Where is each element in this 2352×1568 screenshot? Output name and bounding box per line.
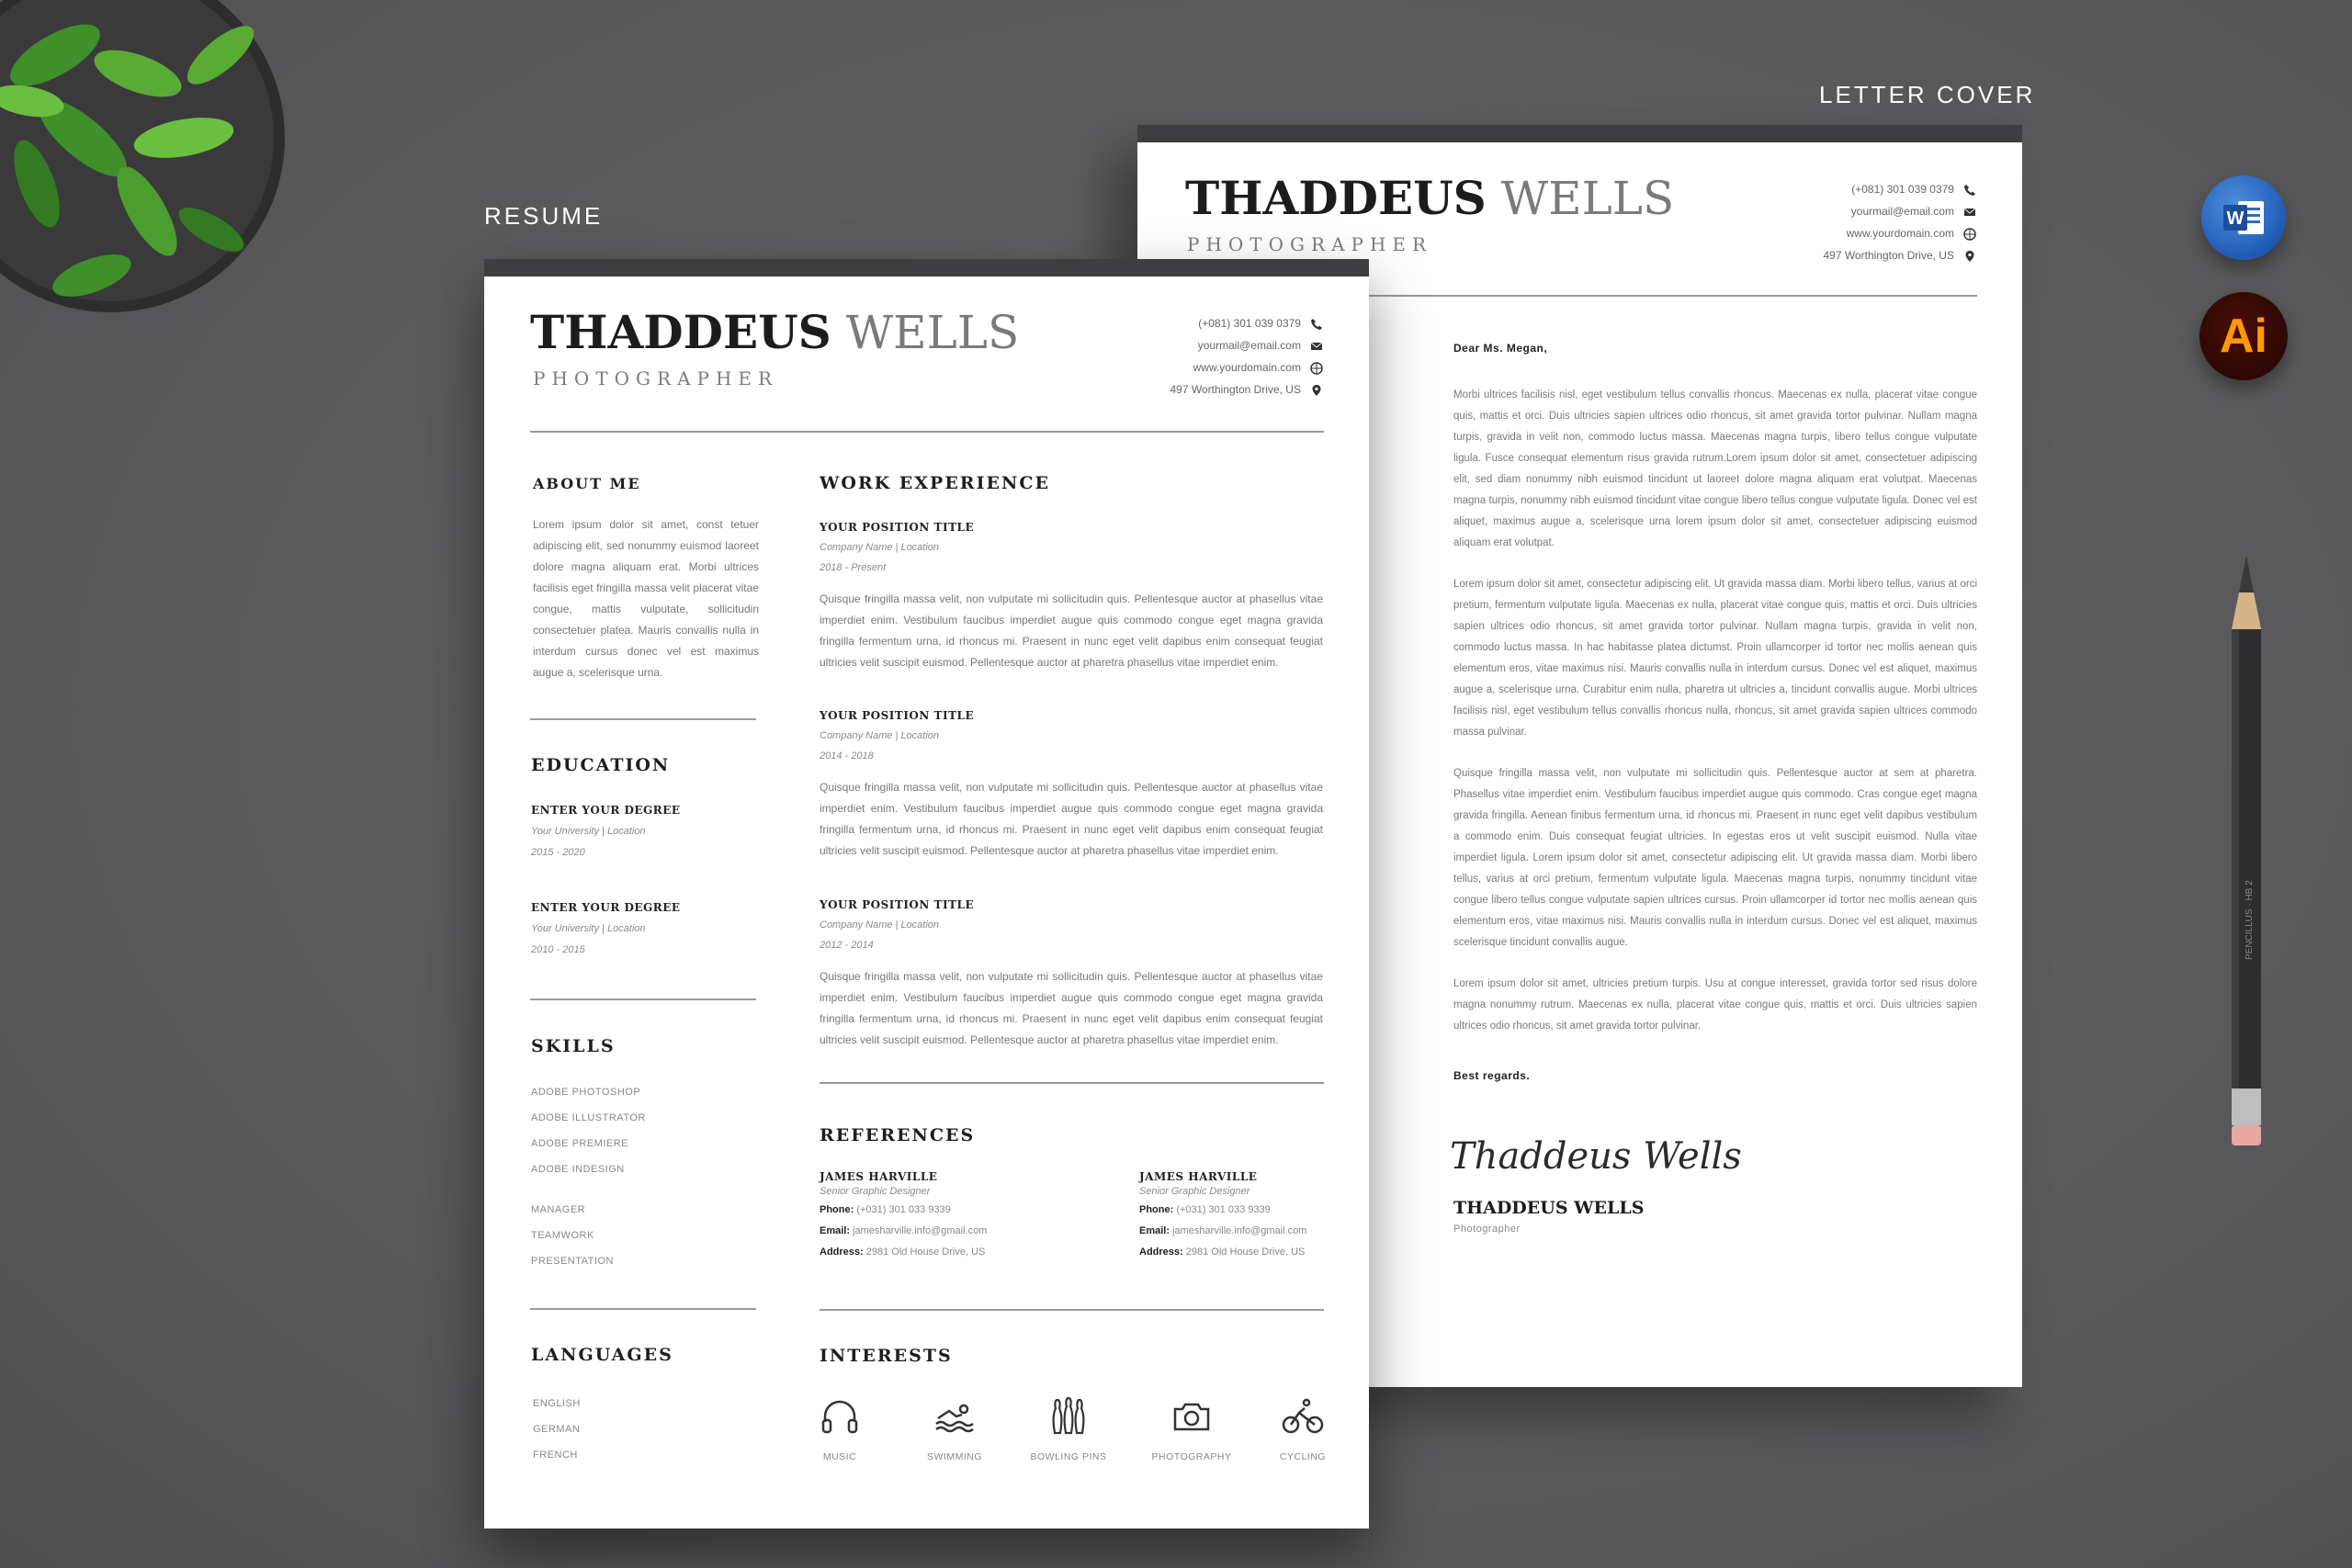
word-logo-icon [2220,194,2267,242]
reference-1 [820,1170,1095,1263]
job-title-2: YOUR POSITION TITLE [820,709,975,722]
interest-music [789,1394,890,1462]
work-rule [820,1082,1324,1084]
cover-paragraph-4: Lorem ipsum dolor sit amet, ultricies pretium turpis. Usu at congue interesset, gravida tortor sed risus dolore magna nonummy rutrum. Maecenas ex nulla, placerat vitae congue quis, mattis et orci. Duis ultricies sapien ultrices odio rhoncus, sit amet gravida tortor pulvinar. [1453,978,1977,1032]
ref-email-label-2: Email: [1139,1225,1170,1236]
cycling-icon [1281,1394,1325,1438]
interest-label-cycling: CYCLING [1279,1451,1327,1462]
interest-label-swimming: SWIMMING [927,1451,982,1462]
edu-years-1: 2015 - 2020 [531,847,585,858]
job-company-2: Company Name | Location [820,730,940,741]
job-title-1: YOUR POSITION TITLE [820,521,975,534]
language-3: FRENCH [533,1450,578,1461]
edu-years-2: 2010 - 2015 [531,944,585,955]
job-years-2: 2014 - 2018 [820,750,874,761]
cover-first-name: THADDEUS [1185,171,1487,225]
languages-title: LANGUAGES [531,1345,673,1365]
interest-label-bowling: BOWLING PINS [1030,1451,1107,1462]
ref-address-label-2: Address: [1139,1247,1183,1258]
resume-email: yourmail@email.com [1197,339,1301,352]
ref-name-2: JAMES HARVILLE [1139,1170,1258,1183]
job-desc-1: Quisque fringilla massa velit, non vulputate mi sollicitudin quis. Pellentesque auctor at phasellus vitae imperdiet enim. Vestibulum faucibus imperdiet augue quis commodo congue eget magna gravida fringilla fermentum urna, id rhoncus mi. Praesent in nunc eget velit dapibus enim consequat feugiat ultricies velit suscipit euismod. Pellentesque auctor at pharetra phasellus vitae imperdiet enim. [820,592,1323,669]
references-rule [820,1309,1324,1311]
cover-web: www.yourdomain.com [1846,227,1954,240]
ref-email-2: jamesharville.info@gmail.com [1172,1225,1307,1236]
about-title: ABOUT ME [533,475,641,492]
interest-bowling [1018,1394,1119,1462]
resume-address: 497 Worthington Drive, US [1170,383,1301,396]
interests-title: INTERESTS [820,1346,953,1366]
resume-last-name: WELLS [845,306,1020,359]
cover-paragraph-3: Quisque fringilla massa velit, non vulputate mi sollicitudin quis. Pellentesque auctor at sem at pharetra. Phasellus vitae imperdiet enim. Vestibulum faucibus imperdiet augue quis commodo. Cras congue eget magna gravida fringilla. Aenean finibus fermentum urna, id rhoncus mi. Praesent in nunc eget velit dapibus vestibulum a commodo enim. Duis consequat feugiat ultricies. In egestas eros ut velit suscipit euismod. Nulla vitae imperdiet ligula. Lorem ipsum dolor sit amet, consectetur adipiscing elit. Ut gravida massa diam. Morbi libero tellus, varius at orci pretium, fermentum vulputate ligula. Maecenas magna turpis, nonummy tincidunt vitae congue libero tellus congue vulputate sapien ultrices cursus. Proin ullamcorper id tortor nec mollis aenean quis elementum eros, vitae maximus nisi. Mauris convallis nulla in interdum cursus. Donec vel est aliquet, maximus scelerisque tincidunt convallis augue. [1453,768,1977,948]
interest-label-music: MUSIC [822,1451,857,1462]
about-rule [530,718,756,720]
skill-1: ADOBE PHOTOSHOP [531,1087,641,1098]
resume-name [530,305,1019,359]
phone-icon [1963,184,1976,197]
cover-last-name: WELLS [1500,172,1675,225]
pencil-decoration [2219,556,2274,1153]
job-years-1: 2018 - Present [820,562,887,573]
language-1: ENGLISH [533,1398,581,1409]
resume-page [484,259,1369,1529]
ref-email-1: jamesharville.info@gmail.com [853,1225,988,1236]
edu-school-1: Your University | Location [531,826,646,837]
resume-top-band [484,259,1369,276]
skills-rule [530,1308,756,1310]
cover-sign-role: Photographer [1453,1224,1521,1235]
cover-email: yourmail@email.com [1850,205,1954,218]
resume-role: PHOTOGRAPHER [533,367,779,389]
location-pin-icon [1310,384,1323,397]
job-years-3: 2012 - 2014 [820,940,874,951]
ref-phone-label-2: Phone: [1139,1204,1174,1215]
cover-paragraph-2: Lorem ipsum dolor sit amet, consectetur adipiscing elit. Ut gravida massa diam. Morbi libero tellus, varius at orci pretium, fermentum vulputate ligula. Maecenas ex nulla, placerat vitae congue quis, mattis et orci. Duis ultricies sapien ultrices odio rhoncus, sit amet gravida tortor pulvinar. Nullam magna turpis, gravida in velit non, commodo luctus massa. In hac habitasse platea dictumst. Proin ullamcorper id tortor nec mollis aenean quis elementum eros, vitae maximus nisi. Mauris convallis nulla in interdum cursus. Donec vel est aliquet, maximus augue a, scelerisque urna. Curabitur enim nulla, pharetra ut ultricies a, tincidunt convallis augue. Morbi ultrices facilisis nisl, eget vestibulum tellus convallis rhoncus nulla, rhoncus, sit amet gravida sapien ultrices commodo massa pulvinar. [1453,579,1977,738]
ref-address-label-1: Address: [820,1247,864,1258]
illustrator-logo-text: Ai [2220,310,2267,363]
references-title: REFERENCES [820,1125,976,1145]
job-desc-3: Quisque fringilla massa velit, non vulputate mi sollicitudin quis. Pellentesque auctor at phasellus vitae imperdiet enim. Vestibulum faucibus imperdiet augue quis commodo congue eget magna gravida fringilla fermentum urna, id rhoncus mi. Praesent in nunc eget velit dapibus enim consequat feugiat ultricies velit suscipit euismod. Pellentesque auctor at pharetra phasellus vitae imperdiet enim. [820,970,1323,1046]
word-icon[interactable] [2201,175,2286,260]
cover-role: PHOTOGRAPHER [1187,233,1433,255]
headphones-icon [818,1394,862,1438]
cover-contact-block [1823,178,1976,266]
ref-phone-1: (+031) 301 033 9339 [856,1204,951,1215]
cover-sign-name: THADDEUS WELLS [1453,1198,1645,1218]
language-2: GERMAN [533,1424,581,1435]
phone-icon [1310,318,1323,331]
skills-title: SKILLS [531,1036,616,1056]
globe-icon [1963,228,1976,241]
job-desc-2: Quisque fringilla massa velit, non vulputate mi sollicitudin quis. Pellentesque auctor at phasellus vitae imperdiet enim. Vestibulum faucibus imperdiet augue quis commodo congue eget magna gravida fringilla fermentum urna, id rhoncus mi. Praesent in nunc eget velit dapibus enim consequat feugiat ultricies velit suscipit euismod. Pellentesque auctor at pharetra phasellus vitae imperdiet enim. [820,781,1323,857]
job-company-1: Company Name | Location [820,542,940,553]
cover-signature: Thaddeus Wells [1450,1135,1742,1178]
cover-label: LETTER COVER [1819,81,2036,108]
ref-email-label-1: Email: [820,1225,851,1236]
ref-address-1: 2981 Old House Drive, US [865,1247,986,1258]
resume-phone: (+081) 301 039 0379 [1198,317,1301,330]
ref-phone-label-1: Phone: [820,1204,854,1215]
mail-icon [1310,340,1323,353]
ref-address-2: 2981 Old House Drive, US [1185,1247,1306,1258]
ref-role-2: Senior Graphic Designer [1139,1186,1250,1197]
mail-icon [1963,206,1976,219]
ref-name-1: JAMES HARVILLE [820,1170,938,1183]
reference-2 [1139,1170,1332,1263]
job-company-3: Company Name | Location [820,919,940,931]
pencil-brand-text: PENCILLUS · HB 2 [2245,880,2255,960]
resume-label: RESUME [484,202,604,230]
edu-school-2: Your University | Location [531,923,646,934]
camera-icon [1170,1394,1214,1438]
cover-address: 497 Worthington Drive, US [1823,249,1954,262]
illustrator-icon[interactable] [2199,292,2288,380]
cover-top-band [1137,125,2022,142]
interest-swimming [904,1394,1005,1462]
cover-name [1185,171,1674,225]
resume-first-name: THADDEUS [530,305,831,359]
skill-2: ADOBE ILLUSTRATOR [531,1112,646,1123]
location-pin-icon [1963,250,1976,263]
plant-decoration [0,0,294,340]
interest-cycling [1252,1394,1353,1462]
interest-photography [1141,1394,1242,1462]
skill-7: PRESENTATION [531,1256,614,1267]
svg-text:W: W [2226,209,2245,229]
cover-closing: Best regards. [1453,1069,1531,1082]
education-rule [530,998,756,1000]
cover-salutation: Dear Ms. Megan, [1453,342,1548,355]
job-title-3: YOUR POSITION TITLE [820,898,975,911]
interest-label-photography: PHOTOGRAPHY [1151,1451,1232,1462]
edu-degree-2: ENTER YOUR DEGREE [531,901,681,914]
resume-header-rule [530,431,1324,433]
edu-degree-1: ENTER YOUR DEGREE [531,804,681,817]
ref-role-1: Senior Graphic Designer [820,1186,931,1197]
resume-contact-block [1170,312,1323,400]
cover-paragraph-1: Morbi ultrices facilisis nisl, eget vestibulum tellus convallis rhoncus. Maecenas ex nulla, placerat vitae congue quis, mattis et orci. Duis ultricies sapien ultrices odio rhoncus, sit amet gravida tortor pulvinar. Nullam magna turpis, gravida in velit non, commodo luctus massa. Maecenas magna turpis, libero tellus congue vulputate ligula. Fusce consequat elementum risus gravida rutrum.Lorem ipsum dolor sit amet, consectetuer adipiscing elit, sed diam nonummy nibh euismod tincidunt ut laoreet dolore magna aliquam erat volutpat. Maecenas magna turpis, nonummy nibh euismod tincidunt vitae congue libero tellus congue vulputate ligula. Donec vel est aliquet, maximus augue a, scelerisque urna lorem ipsum dolor sit amet, consectetuer adipiscing euismod aliquam erat volutpat. [1453,389,1977,548]
skill-3: ADOBE PREMIERE [531,1138,629,1149]
skill-6: TEAMWORK [531,1230,594,1241]
skill-5: MANAGER [531,1204,586,1215]
bowling-pins-icon [1046,1394,1091,1438]
swimming-icon [933,1394,977,1438]
cover-phone: (+081) 301 039 0379 [1851,183,1954,196]
ref-phone-2: (+031) 301 033 9339 [1176,1204,1271,1215]
resume-web: www.yourdomain.com [1193,361,1301,374]
work-title: WORK EXPERIENCE [820,473,1050,493]
education-title: EDUCATION [531,755,671,775]
skill-4: ADOBE INDESIGN [531,1164,625,1175]
about-text: Lorem ipsum dolor sit amet, const tetuer adipiscing elit, sed nonummy euismod laoreet dolore magna aliquam erat. Morbi ultrices facilisis eget fringilla massa velit placerat vitae congue, mattis vulputate, sollicitudin consectetuer platea. Mauris convallis nulla in interdum cursus donec vel est maximus augue a, scelerisque urna. [533,518,759,679]
globe-icon [1310,362,1323,375]
